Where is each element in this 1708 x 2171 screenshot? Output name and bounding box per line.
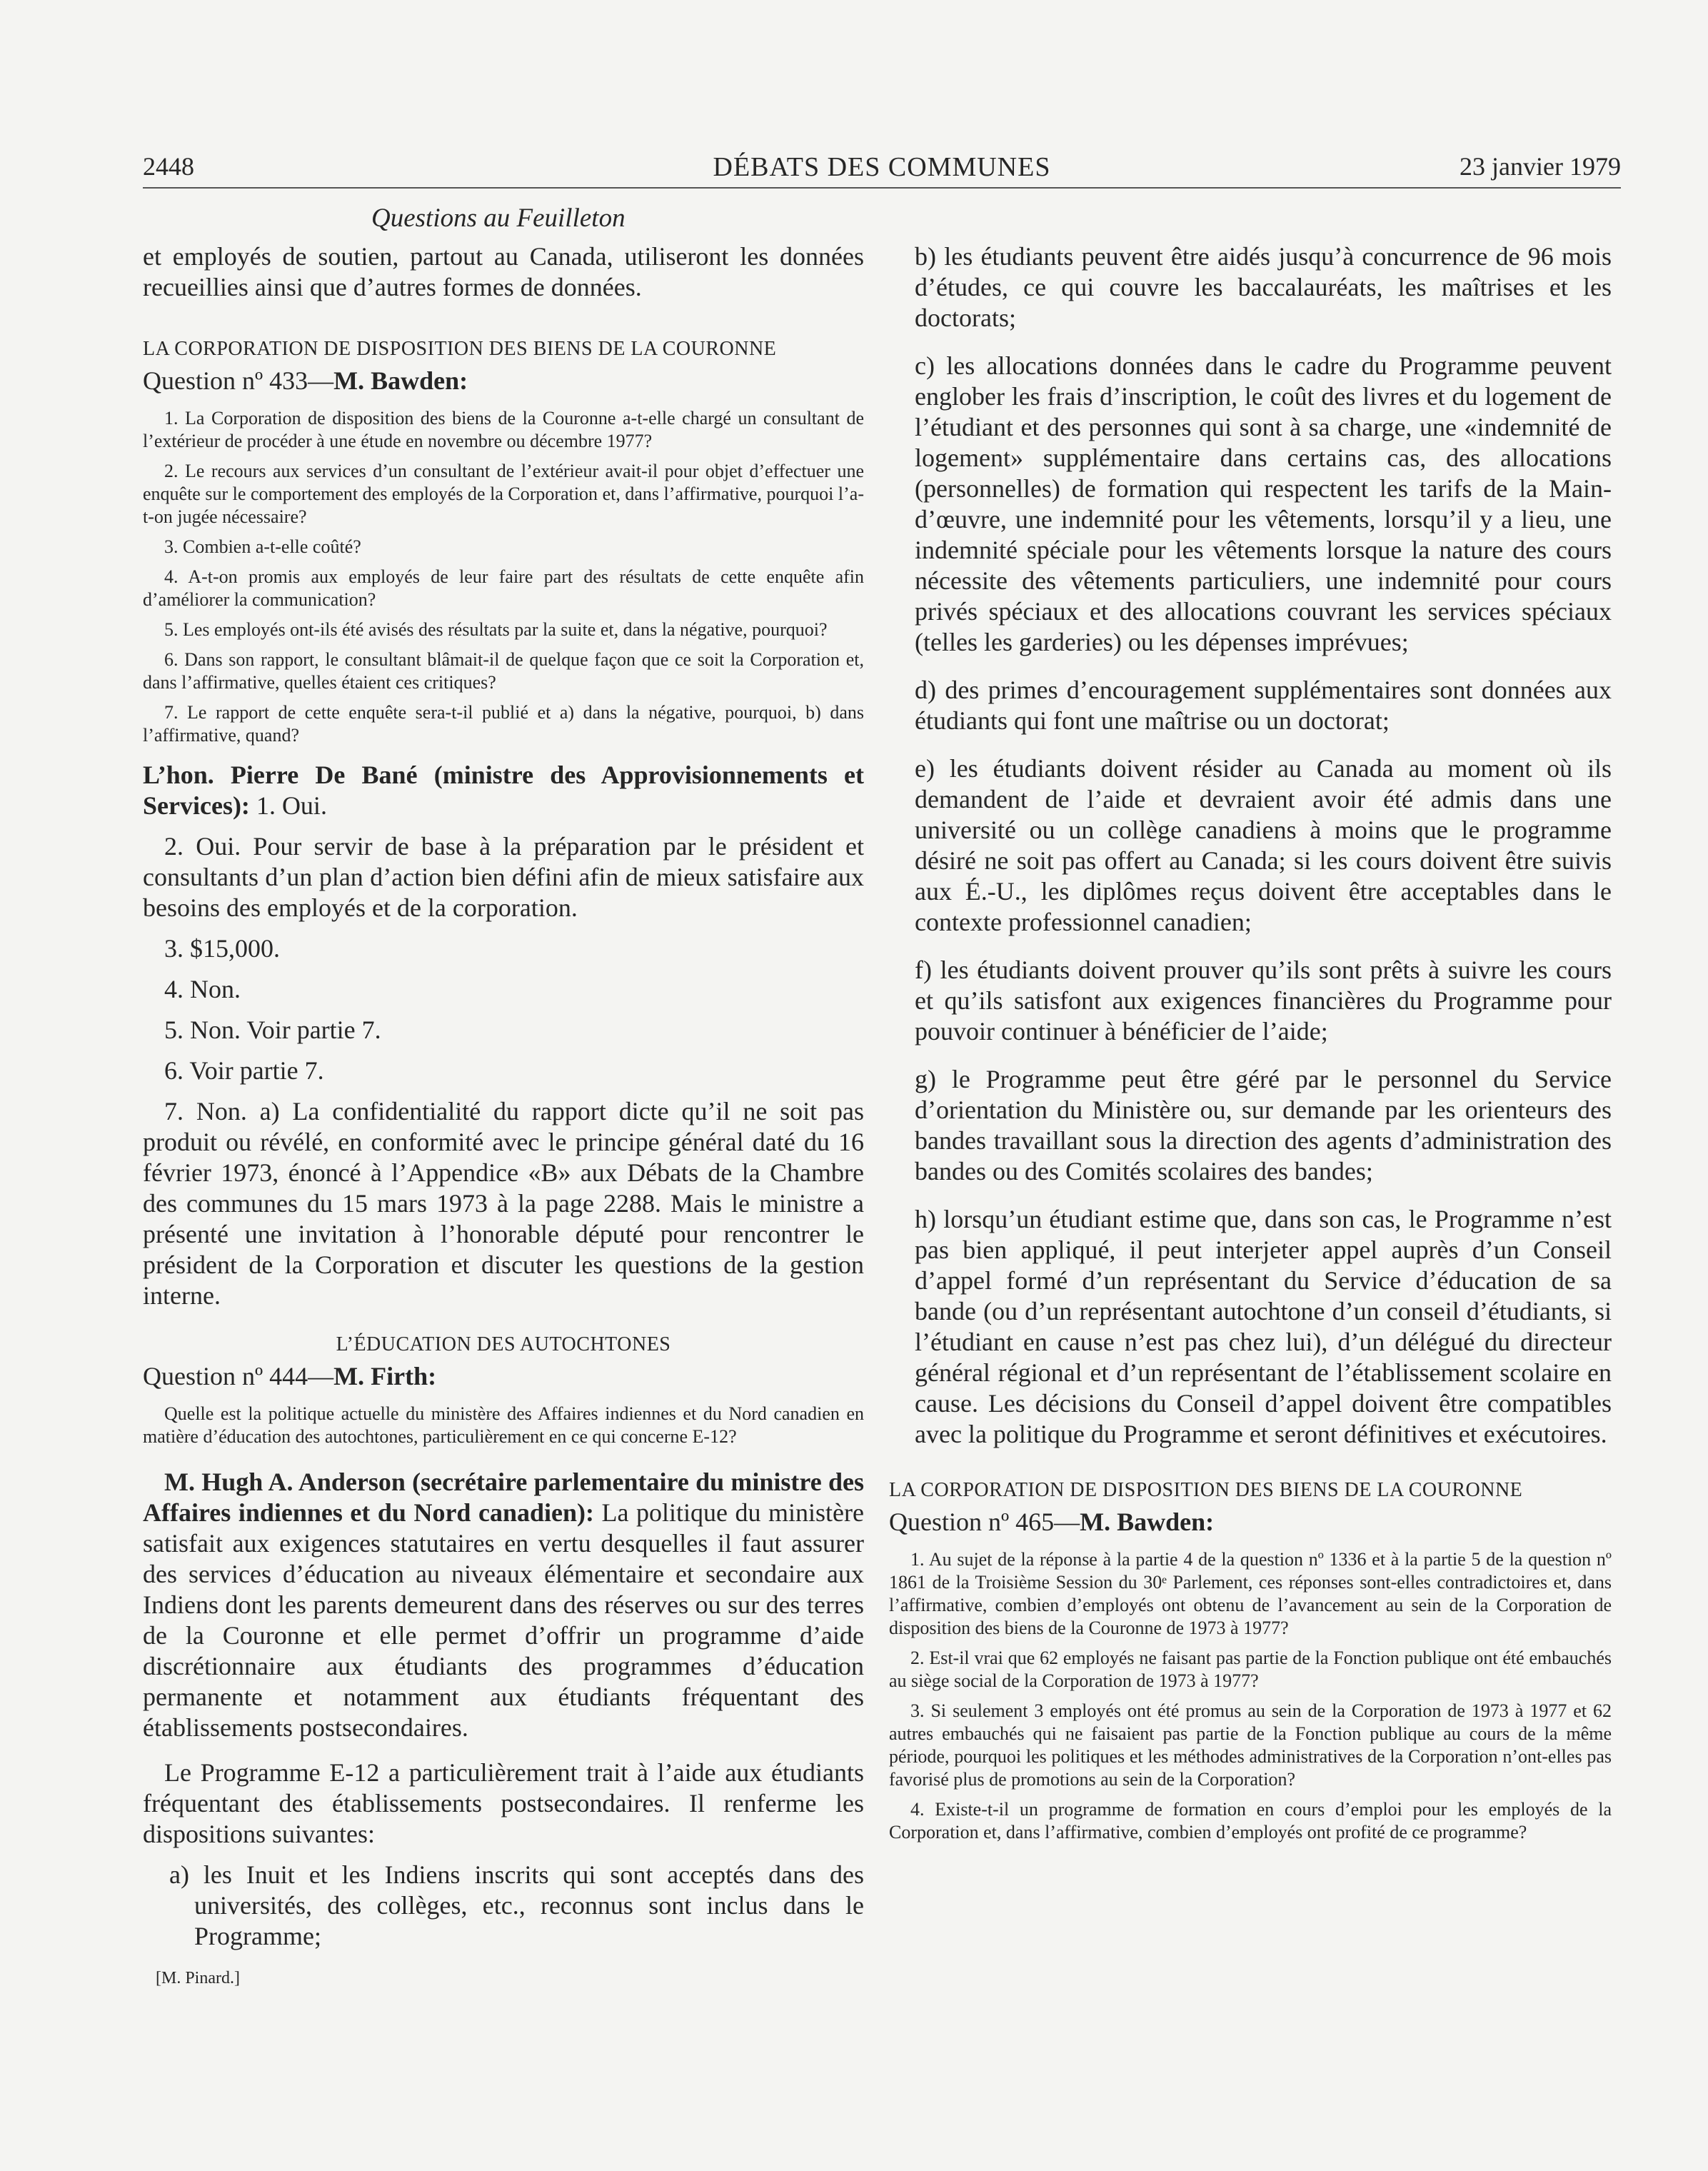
section-subheader: Questions au Feuilleton [371, 204, 626, 233]
page-number: 2448 [143, 152, 194, 181]
question-author: M. Bawden: [333, 366, 468, 395]
right-column [889, 241, 1612, 1851]
question-item: 6. Dans son rapport, le consultant blâmait-il de quelque façon que ce soit la Corporation et, dans l’affirmative, quelles étaient ces critiques? [143, 649, 864, 693]
question-item: 7. Le rapport de cette enquête sera-t-il publié et a) dans la négative, pourquoi, b) dans l’affirmative, quand? [143, 702, 864, 746]
section-title-education: L’ÉDUCATION DES AUTOCHTONES [336, 1333, 671, 1355]
section-title-corporation-2: LA CORPORATION DE DISPOSITION DES BIENS DE LA COURONNE [889, 1479, 1523, 1501]
speaker-note: [M. Pinard.] [156, 1969, 240, 1987]
answer-list-item: 3. $15,000. [164, 934, 280, 963]
provision-item-h: h) lorsqu’un étudiant estime que, dans son cas, le Programme n’est pas bien appliqué, il peut interjeter appel auprès d’un Conseil d’appel formé d’un représentant du Service d’éducation de sa bande (ou d’un représentant autochtone d’un conseil d’étudiants, si l’étudiant en cause n’est pas chez lui), d’un délégué du directeur général régional et d’un représentant de l’établissement scolaire en cause. Les décisions du Conseil d’appel doivent être compatibles avec la politique du Programme et seront définitives et exécutoires. [915, 1205, 1612, 1448]
answer-speaker: M. Hugh A. Anderson (secrétaire parlementaire du ministre des Affaires indiennes et du Nord canadien): [143, 1468, 864, 1527]
answer-speaker: L’hon. Pierre De Bané (ministre des Approvisionnements et Services): [143, 761, 864, 820]
question-item: 3. Si seulement 3 employés ont été promus au sein de la Corporation de 1973 à 1977 et 62 autres embauchés qui ne faisaient pas partie de la Fonction publique au cours de la même période, pourquoi les politiques et les méthodes administratives de la Corporation n’ont-elles pas favorisé plus de promotions au sein de la Corporation? [889, 1700, 1612, 1790]
question-item: 4. Existe-t-il un programme de formation en cours d’emploi pour les employés de la Corporation et, dans l’affirmative, combien d’employés ont profité de ce programme? [889, 1799, 1612, 1842]
question-item: 4. A-t-on promis aux employés de leur faire part des résultats de cette enquête afin d’améliorer la communication? [143, 566, 864, 610]
question-item: 1. Au sujet de la réponse à la partie 4 de la question nº 1336 et à la partie 5 de la question nº 1861 de la Troisième Session du 30ᵉ Parlement, ces réponses sont-elles contradictoires et, dans l’affirmative, combien d’employés ont obtenu de l’avancement au sein de la Corporation de disposition des biens de la Couronne de 1973 à 1977? [889, 1549, 1612, 1638]
question-444-heading [143, 1361, 864, 1391]
answer-text: 1. Oui. [249, 791, 327, 820]
page-header [143, 151, 1621, 189]
provision-item-b: b) les étudiants peuvent être aidés jusqu’à concurrence de 96 mois d’études, ce qui couvre les baccalauréats, les maîtrises et les doctorats; [915, 242, 1612, 332]
question-author: M. Bawden: [1080, 1508, 1215, 1536]
provision-item-c: c) les allocations données dans le cadre du Programme peuvent englober les frais d’inscription, le coût des livres et du logement de l’étudiant et des personnes qui sont à sa charge, une «indemnité de logement» supplémentaire dans certains cas, des allocations (personnelles) de formation qui respectent les tarifs de la Main-d’œuvre, une indemnité pour les vêtements, lorsqu’il y a lieu, une indemnité spéciale pour les vêtements lorsque la nature des cours nécessite des vêtements particuliers, une indemnité pour cours privés spéciaux et des allocations couvrant les services spéciaux (telles les garderies) ou les dépenses imprévues; [915, 351, 1612, 656]
question-item: 2. Le recours aux services d’un consultant de l’extérieur avait-il pour objet d’effectuer une enquête sur le comportement des employés de la Corporation et, dans l’affirmative, pourquoi l’a-t-on jugée nécessaire? [143, 461, 864, 527]
question-433-heading [143, 366, 864, 396]
answer-444-lead [143, 1467, 864, 1743]
question-number: Question nº 465— [889, 1508, 1080, 1536]
provision-item-f: f) les étudiants doivent prouver qu’ils sont prêts à suivre les cours et qu’ils satisfont aux exigences financières du Programme pour pouvoir continuer à bénéficier de l’aide; [915, 956, 1612, 1046]
answer-text: La politique du ministère satisfait aux exigences statutaires en vertu desquelles il faut assurer des services d’éducation au niveaux élémentaire et secondaire aux Indiens dont les parents demeurent dans des réserves ou sur des terres de la Couronne et elle permet d’offrir un programme d’aide discrétionnaire aux étudiants des programmes d’éducation permanente et notamment aux étudiants fréquentant des établissements postsecondaires. [143, 1498, 864, 1742]
question-465-heading [889, 1507, 1612, 1537]
question-item: 2. Est-il vrai que 62 employés ne faisant pas partie de la Fonction publique ont été embauchés au siège social de la Corporation de 1973 à 1977? [889, 1648, 1612, 1691]
answer-list-item: 4. Non. [164, 975, 241, 1003]
question-number: Question nº 433— [143, 366, 334, 395]
answer-paragraph: Le Programme E-12 a particulièrement trait à l’aide aux étudiants fréquentant des établissements postsecondaires. Il renferme les dispositions suivantes: [143, 1758, 864, 1848]
provision-item-e: e) les étudiants doivent résider au Canada au moment où ils demandent de l’aide et devraient avoir été admis dans une université ou un collège canadiens à moins que le programme désiré ne soit pas offert au Canada; si les cours doivent être suivis aux É.-U., les diplômes reçus doivent être acceptables dans le contexte professionnel canadien; [915, 754, 1612, 936]
question-item: Quelle est la politique actuelle du ministère des Affaires indiennes et du Nord canadien en matière d’éducation des autochtones, particulièrement en ce qui concerne E-12? [143, 1403, 864, 1447]
answer-list-item: 5. Non. Voir partie 7. [164, 1016, 381, 1044]
intro-paragraph: et employés de soutien, partout au Canada, utiliseront les données recueillies ainsi que d’autres formes de données. [143, 242, 864, 301]
publication-date: 23 janvier 1979 [1460, 152, 1621, 181]
question-number: Question nº 444— [143, 1362, 334, 1390]
provision-item-g: g) le Programme peut être géré par le personnel du Service d’orientation du Ministère ou, sur demande par les orienteurs des bandes travaillant sous la direction des agents d’administration des bandes ou des Comités scolaires des bandes; [915, 1065, 1612, 1185]
answer-433-lead [143, 760, 864, 821]
question-item: 1. La Corporation de disposition des biens de la Couronne a-t-elle chargé un consultant de l’extérieur de procéder à une étude en novembre ou décembre 1977? [143, 408, 864, 451]
section-title-corporation: LA CORPORATION DE DISPOSITION DES BIENS DE LA COURONNE [143, 338, 777, 360]
answer-list-item: 6. Voir partie 7. [164, 1056, 324, 1085]
left-column [143, 241, 864, 1988]
question-item: 5. Les employés ont-ils été avisés des résultats par la suite et, dans la négative, pourquoi? [164, 619, 828, 640]
provision-item-a: a) les Inuit et les Indiens inscrits qui sont acceptés dans des universités, des collèges, etc., reconnus sont inclus dans le Programme; [169, 1860, 864, 1950]
question-author: M. Firth: [333, 1362, 437, 1390]
answer-paragraph: 2. Oui. Pour servir de base à la préparation par le président et consultants d’un plan d’action bien défini afin de mieux satisfaire aux besoins des employés et de la corporation. [143, 832, 864, 922]
answer-paragraph: 7. Non. a) La confidentialité du rapport dicte qu’il ne soit pas produit ou révélé, en conformité avec le principe général daté du 16 février 1973, énoncé à l’Appendice «B» aux Débats de la Chambre des communes du 15 mars 1973 à la page 2288. Mais le ministre a présenté une invitation à l’honorable député pour rencontrer le président de la Corporation et discuter les questions de la gestion interne. [143, 1097, 864, 1310]
publication-title: DÉBATS DES COMMUNES [713, 152, 1051, 182]
provision-item-d: d) des primes d’encouragement supplémentaires sont données aux étudiants qui font une maîtrise ou un doctorat; [915, 676, 1612, 735]
question-item: 3. Combien a-t-elle coûté? [164, 536, 361, 557]
